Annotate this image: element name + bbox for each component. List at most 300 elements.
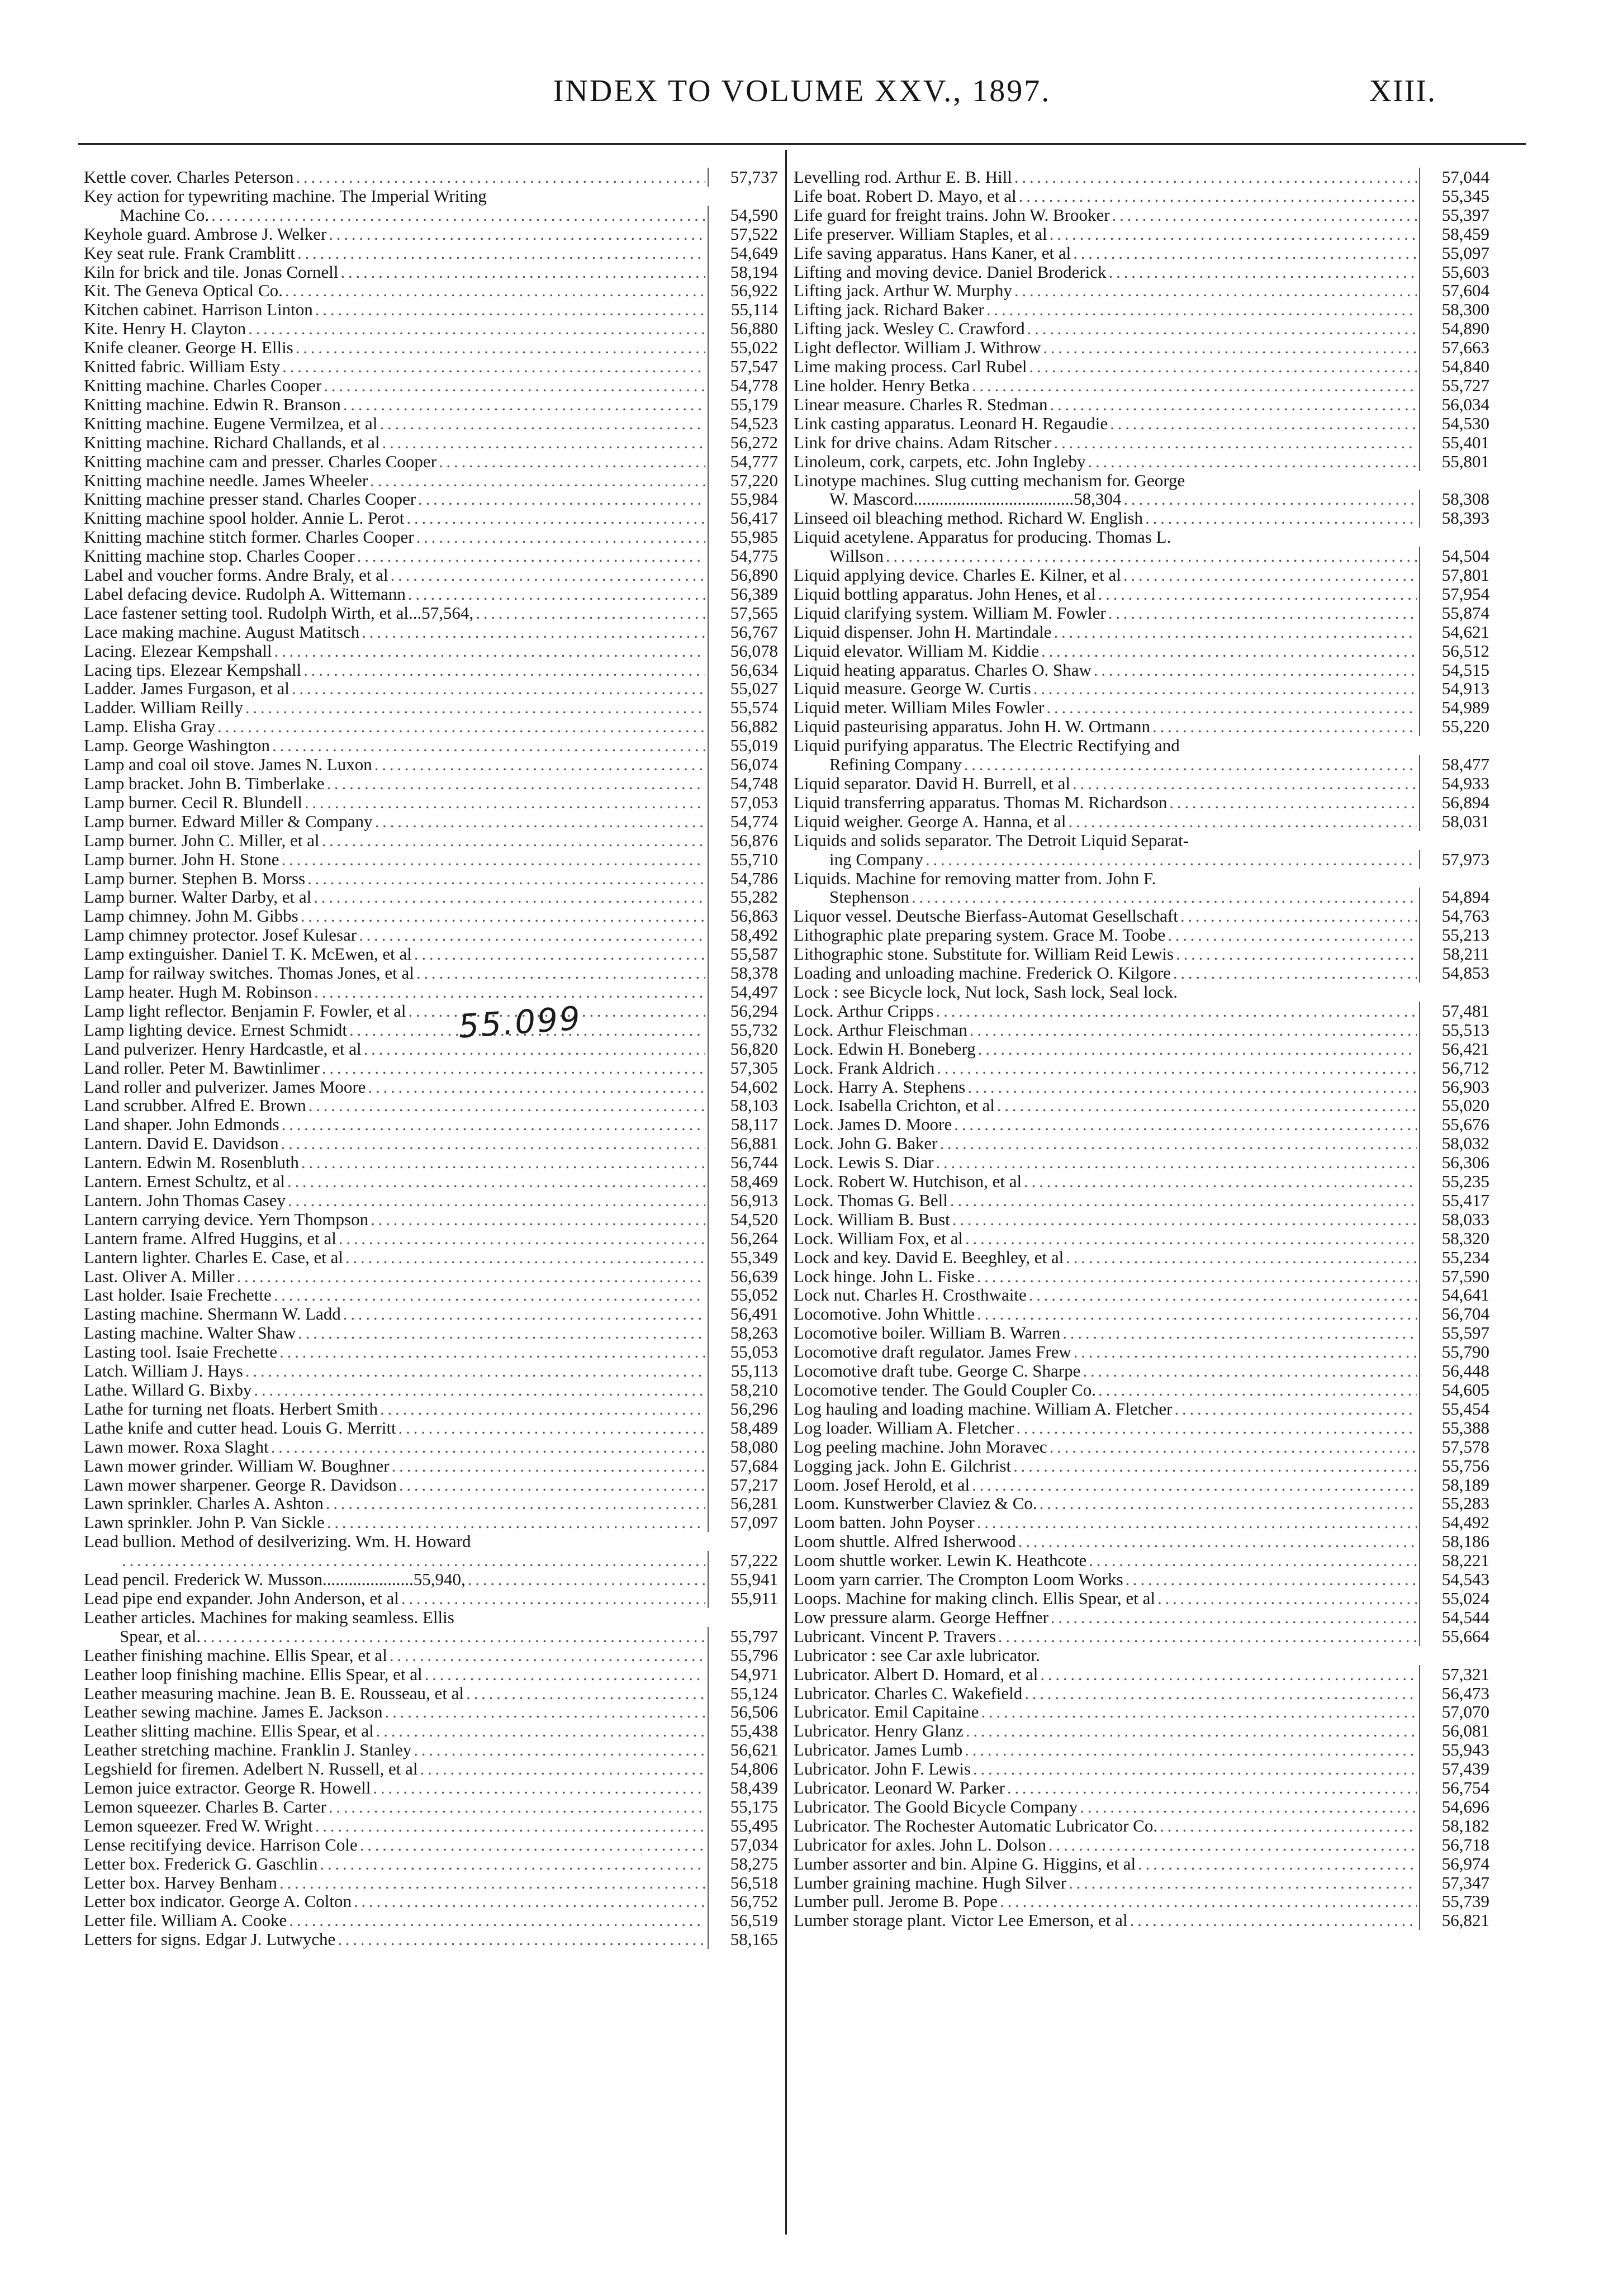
index-entry	[84, 338, 778, 357]
index-entry	[794, 509, 1489, 528]
entry-patent-number: 58,031	[1419, 812, 1489, 831]
entry-patent-number: 55,027	[708, 679, 778, 698]
entry-patent-number: 58,211	[1419, 945, 1489, 964]
entry-subject: Lense recitifying device. Harrison Cole	[84, 1834, 358, 1854]
entry-patent-number: 57,801	[1419, 566, 1489, 585]
dot-leader	[279, 1873, 705, 1892]
entry-subject: Leather loop finishing machine. Ellis Spear, et al	[84, 1664, 423, 1684]
index-entry	[794, 698, 1489, 717]
entry-patent-number: 57,217	[708, 1476, 778, 1495]
index-entry	[794, 661, 1489, 680]
dot-leader	[301, 907, 705, 926]
dot-leader	[329, 1797, 705, 1816]
dot-leader	[285, 281, 705, 300]
dot-leader	[390, 1646, 705, 1665]
dot-leader	[1088, 452, 1417, 471]
dot-leader	[972, 1476, 1417, 1495]
dot-leader	[399, 1476, 705, 1495]
dot-leader	[357, 547, 705, 566]
dot-leader	[468, 1570, 705, 1589]
entry-subject: Label defacing device. Rudolph A. Wittemann	[84, 584, 406, 604]
dot-leader	[376, 1721, 705, 1740]
index-entry	[794, 357, 1489, 376]
entry-patent-number: 55,943	[1419, 1740, 1489, 1759]
entry-patent-number: 58,320	[1419, 1229, 1489, 1248]
dot-leader	[977, 1513, 1417, 1532]
entry-subject: Leather slitting machine. Ellis Spear, et al	[84, 1721, 374, 1741]
entry-patent-number: 55,801	[1419, 452, 1489, 471]
dot-leader	[937, 1059, 1417, 1078]
entry-subject: Log hauling and loading machine. William A. Fletcher	[794, 1398, 1173, 1419]
index-entry	[84, 1494, 778, 1513]
entry-patent-number: 57,565	[708, 604, 778, 623]
entry-subject: Knitting machine spool holder. Annie L. Perot	[84, 508, 405, 528]
entry-patent-number: 58,469	[708, 1172, 778, 1191]
index-entry	[84, 717, 778, 736]
entry-patent-number: 54,774	[708, 812, 778, 831]
entry-subject: Lantern. John Thomas Casey	[84, 1190, 286, 1210]
entry-patent-number: 58,080	[708, 1438, 778, 1457]
entry-patent-number: 56,034	[1419, 395, 1489, 414]
dot-leader	[343, 1304, 705, 1323]
index-entry	[794, 1059, 1489, 1078]
entry-subject: Locomotive draft regulator. James Frew	[794, 1342, 1071, 1362]
index-entry	[84, 774, 778, 793]
index-entry	[794, 1229, 1489, 1248]
dot-leader	[370, 471, 705, 490]
index-entry	[84, 1589, 778, 1608]
dot-leader	[1007, 1778, 1417, 1797]
entry-first-line: Liquid purifying apparatus. The Electric Rectifying and	[794, 736, 1180, 756]
dot-leader	[360, 1835, 705, 1854]
entry-patent-number: 56,512	[1419, 642, 1489, 661]
dot-leader	[1073, 244, 1417, 263]
index-entry	[794, 1589, 1489, 1608]
entry-subject: Lead pipe end expander. John Anderson, et al	[84, 1588, 399, 1608]
index-entry	[84, 1740, 778, 1759]
index-entry	[794, 585, 1489, 604]
index-entry	[794, 225, 1489, 244]
entry-patent-number: 55,417	[1419, 1191, 1489, 1210]
dot-leader	[973, 1759, 1417, 1778]
entry-subject: Machine Co.	[120, 205, 210, 225]
dot-leader	[1029, 1285, 1417, 1304]
entry-subject: Lubricator. Leonard W. Parker	[794, 1778, 1005, 1798]
dot-leader	[1047, 698, 1417, 717]
index-entry	[794, 263, 1489, 282]
entry-patent-number: 57,481	[1419, 1002, 1489, 1021]
index-entry	[794, 319, 1489, 338]
index-entry	[794, 1608, 1489, 1627]
entry-subject: Lamp bracket. John B. Timberlake	[84, 774, 325, 793]
dot-leader	[340, 263, 705, 282]
entry-patent-number: 56,767	[708, 623, 778, 642]
entry-subject: Lock. William Fox, et al	[794, 1228, 963, 1248]
entry-patent-number: 58,378	[708, 964, 778, 983]
dot-leader	[998, 1627, 1417, 1646]
entry-patent-number: 56,894	[1419, 793, 1489, 812]
entry-patent-number: 54,777	[708, 452, 778, 471]
dot-leader	[305, 793, 705, 812]
dot-leader	[401, 1589, 705, 1608]
index-entry	[84, 281, 778, 300]
index-entry	[794, 1040, 1489, 1059]
entry-subject: Lock. Lewis S. Diar	[794, 1152, 934, 1173]
dot-leader	[1050, 1438, 1417, 1457]
entry-patent-number: 56,634	[708, 661, 778, 680]
entry-patent-number: 54,748	[708, 774, 778, 793]
entry-patent-number: 58,439	[708, 1778, 778, 1797]
index-entry	[794, 1438, 1489, 1457]
index-entry	[84, 907, 778, 926]
dot-leader	[122, 1551, 705, 1570]
entry-patent-number: 56,974	[1419, 1854, 1489, 1873]
dot-leader	[282, 850, 705, 869]
index-entry	[794, 964, 1489, 983]
entry-subject: Lifting jack. Richard Baker	[794, 300, 984, 320]
index-entry	[84, 471, 778, 490]
dot-leader	[1053, 433, 1417, 452]
entry-patent-number: 56,621	[708, 1740, 778, 1759]
entry-subject: Label and voucher forms. Andre Braly, et al	[84, 565, 388, 585]
entry-subject: Linseed oil bleaching method. Richard W. English	[794, 508, 1143, 528]
dot-leader	[926, 850, 1417, 869]
entry-subject: Lock. Isabella Crichton, et al	[794, 1095, 995, 1116]
entry-patent-number: 58,221	[1419, 1551, 1489, 1570]
dot-leader	[1040, 1494, 1417, 1513]
dot-leader	[1109, 263, 1417, 282]
index-entry	[84, 319, 778, 338]
entry-subject: Lantern. Edwin M. Rosenbluth	[84, 1152, 299, 1173]
dot-leader	[382, 433, 705, 452]
entry-subject: Lumber graining machine. Hugh Silver	[794, 1872, 1067, 1892]
entry-subject: Loops. Machine for making clinch. Ellis Spear, et al	[794, 1588, 1156, 1608]
index-entry	[84, 1400, 778, 1419]
dot-leader	[965, 1229, 1417, 1248]
entry-patent-number: 58,300	[1419, 300, 1489, 319]
entry-subject: Lasting tool. Isaie Frechette	[84, 1342, 278, 1362]
entry-subject: Leather stretching machine. Franklin J. Stanley	[84, 1740, 412, 1760]
dot-leader	[321, 831, 705, 850]
index-entry	[84, 1419, 778, 1438]
entry-patent-number: 55,454	[1419, 1400, 1489, 1419]
index-entry	[794, 1646, 1489, 1665]
column-divider	[785, 150, 787, 2235]
entry-subject: Lawn mower grinder. William W. Boughner	[84, 1455, 390, 1476]
index-entry	[794, 736, 1489, 774]
dot-leader	[954, 1115, 1417, 1134]
dot-leader	[1062, 1323, 1417, 1343]
index-entry	[794, 1343, 1489, 1362]
index-entry	[84, 850, 778, 869]
index-entry	[84, 623, 778, 642]
entry-patent-number: 54,775	[708, 547, 778, 566]
entry-subject: Legshield for firemen. Adelbert N. Russell, et al	[84, 1759, 418, 1779]
dot-leader	[327, 1513, 705, 1532]
entry-subject: Letter file. William A. Cooke	[84, 1910, 287, 1930]
entry-patent-number: 55,664	[1419, 1627, 1489, 1646]
dot-leader	[981, 1702, 1417, 1721]
entry-subject: Lamp chimney. John M. Gibbs	[84, 906, 298, 926]
entry-subject: Knitting machine needle. James Wheeler	[84, 470, 368, 490]
entry-patent-number: 54,840	[1419, 357, 1489, 376]
index-entry	[794, 793, 1489, 812]
index-entry	[794, 945, 1489, 964]
index-entry	[84, 793, 778, 812]
dot-leader	[1123, 566, 1417, 585]
dot-leader	[1080, 1797, 1417, 1816]
entry-patent-number: 55,790	[1419, 1343, 1489, 1362]
index-entry	[84, 263, 778, 282]
entry-subject: Lathe for turning net floats. Herbert Smith	[84, 1398, 378, 1419]
entry-subject: Leather finishing machine. Ellis Spear, et al	[84, 1645, 387, 1665]
entry-patent-number: 58,477	[1419, 755, 1489, 774]
entry-subject: Lead pencil. Frederick W. Musson.....................55,940,	[84, 1569, 466, 1590]
dot-leader	[282, 1115, 705, 1134]
dot-leader	[1083, 1362, 1417, 1381]
index-entry	[84, 661, 778, 680]
entry-patent-number: 54,989	[1419, 698, 1489, 717]
dot-leader	[1029, 357, 1417, 376]
index-entry	[84, 1873, 778, 1892]
dot-leader	[282, 357, 705, 376]
entry-subject: Loom. Kunstwerber Claviez & Co.	[794, 1493, 1037, 1514]
entry-subject: Lock nut. Charles H. Crosthwaite	[794, 1285, 1027, 1305]
entry-first-line: Key action for typewriting machine. The Imperial Writing	[84, 186, 487, 206]
entry-subject: Latch. William J. Hays	[84, 1361, 243, 1381]
dot-leader	[1126, 1570, 1417, 1589]
dot-leader	[997, 1096, 1417, 1115]
entry-subject: Lathe. Willard G. Bixby	[84, 1380, 252, 1400]
entry-patent-number: 56,903	[1419, 1078, 1489, 1097]
entry-subject: Lubricator. Henry Glanz	[794, 1721, 964, 1741]
dot-leader	[292, 679, 705, 698]
entry-subject: Lubricator. Charles C. Wakefield	[794, 1683, 1023, 1703]
entry-subject: Leather sewing machine. James E. Jackson	[84, 1702, 383, 1722]
index-entry	[84, 679, 778, 698]
entry-patent-number: 56,718	[1419, 1835, 1489, 1854]
entry-patent-number: 57,737	[708, 168, 778, 187]
entry-subject: Liquid separator. David H. Burrell, et al	[794, 774, 1071, 793]
entry-subject: Lithographic stone. Substitute for. William Reid Lewis	[794, 944, 1174, 964]
dot-leader	[1018, 1532, 1417, 1551]
right-column	[794, 168, 1489, 1930]
entry-subject: Line holder. Henry Betka	[794, 375, 970, 395]
dot-leader	[339, 1229, 705, 1248]
index-entry	[84, 1816, 778, 1835]
index-entry	[84, 1285, 778, 1304]
entry-subject: Lock : see Bicycle lock, Nut lock, Sash lock, Seal lock.	[794, 981, 1178, 1002]
dot-leader	[978, 1040, 1417, 1059]
entry-patent-number: 55,053	[708, 1343, 778, 1362]
entry-subject: Ladder. James Furgason, et al	[84, 679, 290, 699]
dot-leader	[1108, 604, 1417, 623]
entry-subject: Lantern. David E. Davidson	[84, 1133, 279, 1154]
index-entry	[84, 1608, 778, 1646]
entry-patent-number: 57,220	[708, 471, 778, 490]
entry-subject: Lamp light reflector. Benjamin F. Fowler, et al	[84, 1000, 406, 1021]
entry-subject: Lock. Robert W. Hutchison, et al	[794, 1171, 1022, 1192]
dot-leader	[1033, 679, 1417, 698]
entry-subject: Knitting machine. Edwin R. Branson	[84, 394, 341, 414]
entry-subject: Key seat rule. Frank Cramblitt	[84, 243, 295, 263]
index-entry	[794, 1854, 1489, 1873]
dot-leader	[329, 225, 705, 244]
index-entry	[84, 187, 778, 225]
index-entry	[794, 1551, 1489, 1570]
dot-leader	[970, 1021, 1417, 1040]
dot-leader	[1048, 1835, 1417, 1854]
entry-subject: Land scrubber. Alfred E. Brown	[84, 1095, 306, 1116]
index-entry	[794, 1191, 1489, 1210]
dot-leader	[327, 774, 706, 793]
entry-patent-number: 55,234	[1419, 1248, 1489, 1267]
entry-subject: Lemon juice extractor. George R. Howell	[84, 1778, 371, 1798]
entry-patent-number: 54,649	[708, 244, 778, 263]
entry-patent-number: 56,890	[708, 566, 778, 585]
dot-leader	[296, 338, 705, 357]
dot-leader	[414, 1740, 705, 1759]
entry-subject: Letter box indicator. George A. Colton	[84, 1891, 352, 1911]
index-entry	[84, 433, 778, 452]
dot-leader	[274, 1285, 705, 1304]
entry-subject: Lubricator. Emil Capitaine	[794, 1702, 979, 1722]
index-entry	[84, 1115, 778, 1134]
entry-patent-number: 54,523	[708, 414, 778, 433]
entry-patent-number: 56,876	[708, 831, 778, 850]
dot-leader	[326, 1494, 705, 1513]
index-entry	[84, 642, 778, 661]
entry-patent-number: 55,513	[1419, 1021, 1489, 1040]
dot-leader	[203, 1627, 705, 1646]
entry-patent-number: 57,347	[1419, 1873, 1489, 1892]
entry-subject: Link for drive chains. Adam Ritscher	[794, 432, 1052, 452]
entry-patent-number: 58,263	[708, 1323, 778, 1343]
index-entry	[84, 964, 778, 983]
entry-subject: Lubricator. Albert D. Homard, et al	[794, 1664, 1038, 1684]
entry-subject: Refining Company	[829, 755, 962, 775]
entry-patent-number: 54,515	[1419, 661, 1489, 680]
entry-subject: Lasting machine. Walter Shaw	[84, 1323, 296, 1343]
index-entry	[84, 1021, 778, 1040]
entry-subject: Last holder. Isaie Frechette	[84, 1285, 272, 1305]
entry-patent-number: 55,220	[1419, 717, 1489, 736]
dot-leader	[1098, 1381, 1417, 1400]
entry-subject: Loom yarn carrier. The Crompton Loom Works	[794, 1569, 1123, 1590]
entry-patent-number: 56,448	[1419, 1362, 1489, 1381]
entry-patent-number: 57,973	[1419, 850, 1489, 869]
entry-subject: Lubricator. John F. Lewis	[794, 1759, 971, 1779]
dot-leader	[425, 1665, 705, 1684]
dot-leader	[1173, 964, 1417, 983]
entry-patent-number: 57,034	[708, 1835, 778, 1854]
dot-leader	[972, 376, 1417, 395]
dot-leader	[966, 1721, 1417, 1740]
dot-leader	[1130, 1911, 1417, 1930]
entry-patent-number: 57,097	[708, 1513, 778, 1532]
dot-leader	[1160, 1816, 1417, 1835]
entry-patent-number: 55,797	[708, 1627, 778, 1646]
entry-patent-number: 56,752	[708, 1892, 778, 1911]
index-entry	[84, 1570, 778, 1589]
dot-leader	[385, 1702, 705, 1721]
entry-subject: Knitting machine. Richard Challands, et al	[84, 432, 380, 452]
index-entry	[84, 1930, 778, 1949]
entry-patent-number: 54,971	[708, 1665, 778, 1684]
entry-subject: Letter box. Harvey Benham	[84, 1872, 278, 1892]
entry-patent-number: 54,544	[1419, 1608, 1489, 1627]
index-entry	[84, 300, 778, 319]
entry-subject: Ladder. William Reilly	[84, 698, 243, 718]
entry-patent-number: 54,497	[708, 983, 778, 1002]
index-entry	[84, 376, 778, 395]
entry-subject: Lubricator. James Lumb	[794, 1740, 963, 1760]
index-entry	[794, 1476, 1489, 1495]
entry-patent-number: 55,732	[708, 1021, 778, 1040]
entry-subject: Lock. Arthur Cripps	[794, 1000, 934, 1021]
dot-leader	[245, 1362, 705, 1381]
entry-subject: Knitting machine. Charles Cooper	[84, 375, 322, 395]
entry-patent-number: 55,756	[1419, 1457, 1489, 1476]
index-entry	[84, 1362, 778, 1381]
index-entry	[794, 1816, 1489, 1835]
entry-patent-number: 57,684	[708, 1457, 778, 1476]
index-entry	[794, 452, 1489, 471]
index-entry	[84, 1229, 778, 1248]
entry-subject: Lamp for railway switches. Thomas Jones, et al	[84, 963, 414, 983]
index-entry	[794, 1532, 1489, 1551]
entry-subject: Log loader. William A. Fletcher	[794, 1417, 1014, 1438]
index-entry	[84, 1854, 778, 1873]
dot-leader	[380, 1400, 705, 1419]
entry-patent-number: 58,165	[708, 1930, 778, 1949]
dot-leader	[354, 1892, 705, 1911]
entry-patent-number: 56,882	[708, 717, 778, 736]
dot-leader	[1098, 585, 1417, 604]
dot-leader	[977, 1304, 1417, 1323]
index-entry	[84, 1210, 778, 1229]
index-entry	[794, 1267, 1489, 1286]
entry-patent-number: 55,345	[1419, 187, 1489, 206]
entry-patent-number: 55,587	[708, 945, 778, 964]
index-entry	[84, 547, 778, 566]
index-entry	[84, 698, 778, 717]
index-entry	[794, 414, 1489, 433]
entry-subject: Locomotive. John Whittle	[794, 1304, 975, 1324]
entry-patent-number: 54,763	[1419, 907, 1489, 926]
entry-subject: Letter box. Frederick G. Gaschlin	[84, 1853, 318, 1873]
dot-leader	[297, 244, 705, 263]
entry-subject: Liquid transferring apparatus. Thomas M. Richardson	[794, 792, 1168, 812]
dot-leader	[1138, 1854, 1417, 1873]
dot-leader	[303, 661, 705, 680]
dot-leader	[1074, 1343, 1417, 1362]
entry-patent-number: 55,397	[1419, 206, 1489, 225]
entry-subject: Lawn sprinkler. John P. Van Sickle	[84, 1512, 325, 1533]
entry-patent-number: 58,393	[1419, 509, 1489, 528]
entry-subject: Locomotive tender. The Gould Coupler Co.	[794, 1380, 1096, 1400]
dot-leader	[1041, 642, 1417, 661]
index-entry	[84, 225, 778, 244]
index-entry	[794, 1513, 1489, 1532]
entry-patent-number: 58,489	[708, 1419, 778, 1438]
entry-subject: Spear, et al.	[120, 1626, 201, 1646]
index-entry	[84, 566, 778, 585]
dot-leader	[466, 1684, 705, 1703]
index-entry	[794, 1134, 1489, 1153]
entry-subject: Lacing. Elezear Kempshall	[84, 641, 272, 661]
dot-leader	[476, 604, 705, 623]
